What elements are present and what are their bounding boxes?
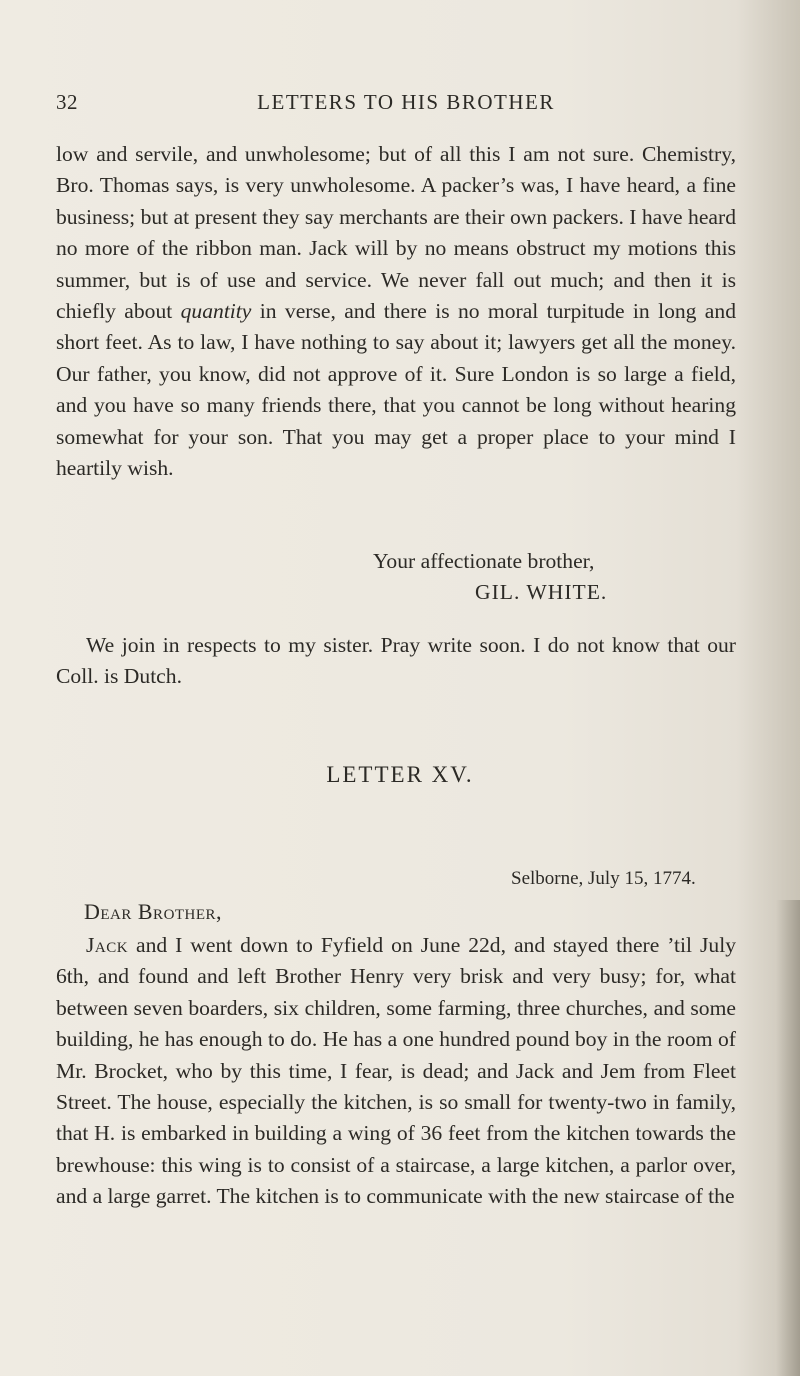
paragraph-text-2: in verse, and there is no moral turpitude in long and short feet. As to law, I have nothing to say about it; lawyers get all the money. Our father, you know, did not approve of it. Sure London is so large a field, and you have so many friends there, that you cannot be long without hearing somewhat for your son. That you may get a proper place to your mind I heartily wish. (56, 299, 736, 481)
italic-word: quantity (180, 299, 252, 324)
letter-title: LETTER XV. (326, 762, 474, 787)
running-head: LETTERS TO HIS BROTHER (257, 90, 555, 114)
page-number: 32 (56, 90, 78, 114)
salutation: Dear Brother, (84, 899, 223, 924)
signature: GIL. WHITE. (475, 580, 608, 604)
paragraph-text-1: low and servile, and unwholesome; but of all this I am not sure. Chemistry, Bro. Thomas says, is very unwholesome. A packer’s was, I have heard, a fine business; but at present they say merchants are their own packers. I have heard no more of the ribbon man. Jack will by no means obstruct my motions this summer, but is of use and service. We never fall out much; and then it is chiefly about (56, 142, 736, 324)
postscript: We join in respects to my sister. Pray write soon. I do not know that our Coll. is Dutch. (56, 633, 736, 689)
page-header (56, 90, 736, 120)
dateline: Selborne, July 15, 1774. (511, 868, 696, 889)
lead-word: Jack (86, 933, 129, 957)
letter-xv-text: and I went down to Fyfield on June 22d, and stayed there ’til July 6th, and found and left Brother Henry very brisk and very busy; for, what between seven boarders, six children, some farming, three churches, and some building, he has enough to do. He has a one hundred pound boy in the room of Mr. Brocket, who by this time, I fear, is dead; and Jack and Jem from Fleet Street. The house, especially the kitchen, is so small for twenty-two in family, that H. is embarked in building a wing of 36 feet from the kitchen towards the brewhouse: this wing is to consist of a staircase, a large kitchen, a parlor over, and a large garret. The kitchen is to communicate with the new staircase of the (56, 933, 736, 1209)
closing-line: Your affectionate brother, (373, 549, 595, 573)
letter-body-paragraph (56, 139, 736, 484)
page-edge-shadow (776, 900, 800, 1376)
letter-xv-body (56, 930, 736, 1213)
